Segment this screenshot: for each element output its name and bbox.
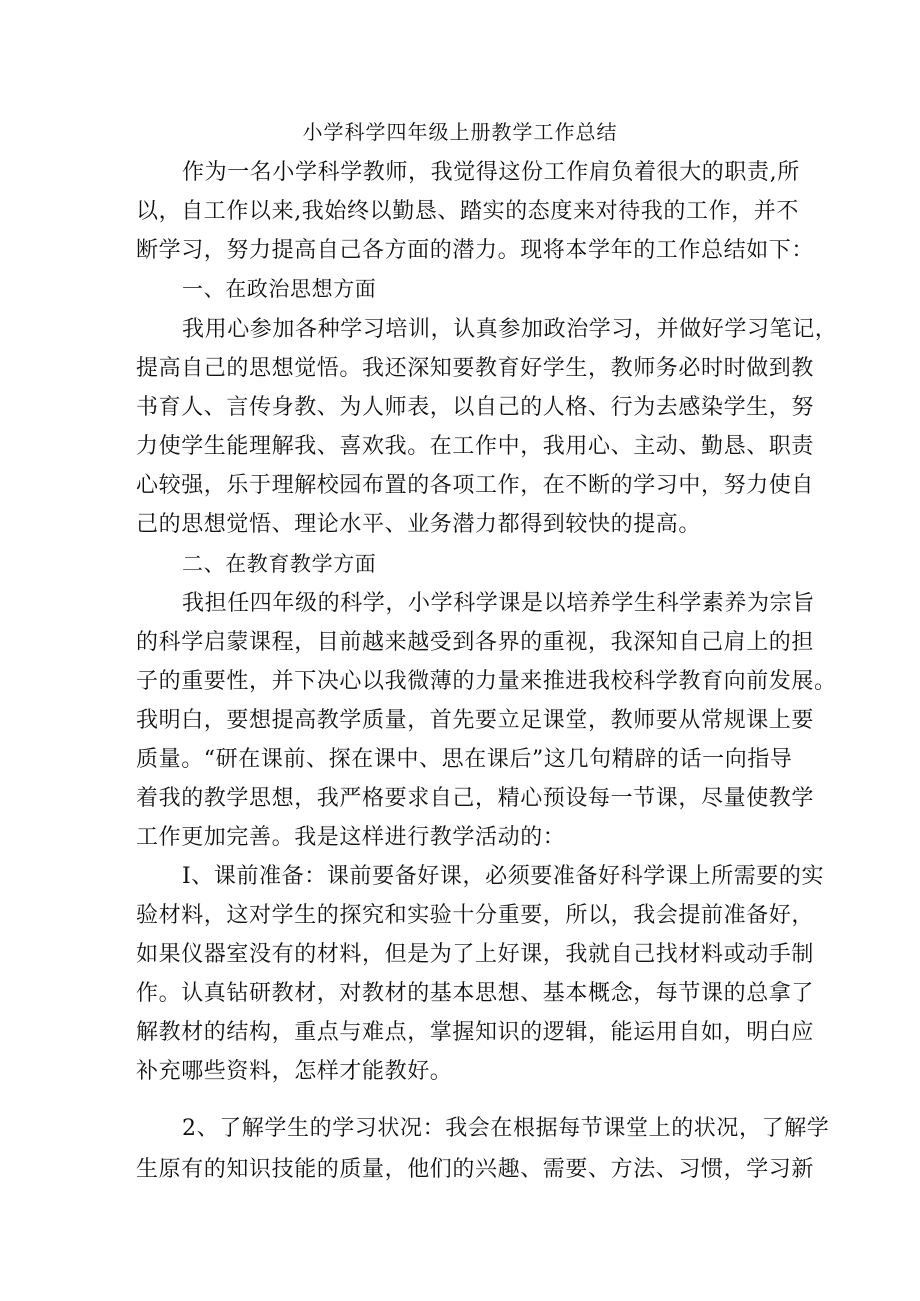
paragraph-line: 作。认真钻研教材，对教材的基本思想、基本概念，每节课的总拿了 [136,981,815,1006]
paragraph-line: 质量。“研在课前、探在课中、思在课后”这几句精辟的话一向指导 [136,747,793,772]
paragraph-line: 我用心参加各种学习培训，认真参加政治学习，并做好学习笔记， [182,317,838,342]
paragraph-line: 断学习，努力提高自己各方面的潜力。现将本学年的工作总结如下： [136,238,815,263]
paragraph-line: 补充哪些资料，怎样才能教好。 [136,1059,453,1084]
paragraph-line: 作为一名小学科学教师，我觉得这份工作肩负着很大的职责,所 [182,160,800,185]
paragraph-line: 生原有的知识技能的质量，他们的兴趣、需要、方法、习惯，学习新 [136,1157,815,1182]
paragraph-line: 的科学启蒙课程，目前越来越受到各界的重视，我深知自己肩上的担 [136,630,815,655]
paragraph-line: 己的思想觉悟、理论水平、业务潜力都得到较快的提高。 [136,512,702,537]
paragraph-line: 着我的教学思想，我严格要求自己，精心预设每一节课，尽量使教学 [136,786,815,811]
paragraph-line: 以，自工作以来,我始终以勤恳、踏实的态度来对待我的工作，并不 [136,199,799,224]
paragraph-line: 心较强，乐于理解校园布置的各项工作，在不断的学习中，努力使自 [136,473,815,498]
paragraph-line: 解教材的结构，重点与难点，掌握知识的逻辑，能运用自如，明白应 [136,1020,815,1045]
paragraph-line: 验材料，这对学生的探究和实验十分重要，所以，我会提前准备好， [136,903,815,928]
paragraph-line: 我担任四年级的科学，小学科学课是以培养学生科学素养为宗旨 [182,591,815,616]
paragraph-line: 提高自己的思想觉悟。我还深知要教育好学生，教师务必时时做到教 [136,356,815,381]
paragraph-line: 如果仪器室没有的材料，但是为了上好课，我就自己找材料或动手制 [136,942,815,967]
paragraph-line: 工作更加完善。我是这样进行教学活动的： [136,825,566,850]
paragraph-line: 书育人、言传身教、为人师表，以自己的人格、行为去感染学生，努 [136,395,815,420]
section-heading: 一、在政治思想方面 [182,277,377,301]
paragraph-line: 子的重要性，并下决心以我微薄的力量来推进我校科学教育向前发展。 [136,669,837,694]
paragraph-line: 我明白，要想提高教学质量，首先要立足课堂，教师要从常规课上要 [136,708,815,733]
paragraph-line: 力使学生能理解我、喜欢我。在工作中，我用心、主动、勤恳、职责 [136,434,815,459]
document-title: 小学科学四年级上册教学工作总结 [302,120,618,144]
section-heading: 二、在教育教学方面 [182,552,377,576]
paragraph-line: 2、了解学生的学习状况：我会在根据每节课堂上的状况，了解学 [182,1116,830,1141]
paragraph-line: I、课前准备：课前要备好课，必须要准备好科学课上所需要的实 [182,864,825,889]
